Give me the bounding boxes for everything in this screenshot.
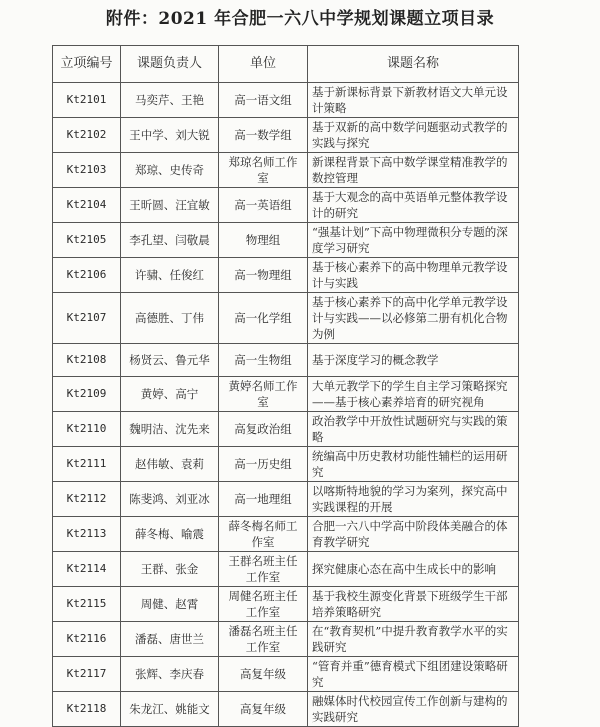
- table-row: [53, 412, 519, 447]
- unit-cell: 高复政治组: [219, 412, 308, 447]
- unit-cell: 高一英语组: [219, 188, 308, 223]
- project-id-cell: Kt2111: [53, 447, 121, 482]
- unit-cell: 物理组: [219, 223, 308, 258]
- table-row: [53, 153, 519, 188]
- table-row: [53, 482, 519, 517]
- header-topic: 课题名称: [308, 46, 519, 83]
- table-row: [53, 622, 519, 657]
- table-row: [53, 377, 519, 412]
- header-project-id: 立项编号: [53, 46, 121, 83]
- table-row: [53, 657, 519, 692]
- topic-cell: 基于大观念的高中英语单元整体教学设计的研究: [308, 188, 519, 223]
- project-id-cell: Kt2114: [53, 552, 121, 587]
- leader-cell: 赵伟敏、袁莉: [121, 447, 219, 482]
- project-table: [52, 45, 519, 727]
- table-row: [53, 188, 519, 223]
- leader-cell: 郑琼、史传奇: [121, 153, 219, 188]
- project-id-cell: Kt2104: [53, 188, 121, 223]
- project-id-cell: Kt2106: [53, 258, 121, 293]
- leader-cell: 薛冬梅、喻震: [121, 517, 219, 552]
- table-row: [53, 587, 519, 622]
- header-unit: 单位: [219, 46, 308, 83]
- leader-cell: 黄婷、高宁: [121, 377, 219, 412]
- leader-cell: 王昕圆、汪宜敏: [121, 188, 219, 223]
- table-row: [53, 258, 519, 293]
- leader-cell: 朱龙江、姚能文: [121, 692, 219, 727]
- header-leader: 课题负责人: [121, 46, 219, 83]
- leader-cell: 许骕、任俊红: [121, 258, 219, 293]
- table-row: [53, 293, 519, 344]
- document-title: 附件：2021 年合肥一六八中学规划课题立项目录: [105, 9, 495, 29]
- leader-cell: 王群、张金: [121, 552, 219, 587]
- project-id-cell: Kt2112: [53, 482, 121, 517]
- topic-cell: 政治教学中开放性试题研究与实践的策略: [308, 412, 519, 447]
- leader-cell: 周健、赵霄: [121, 587, 219, 622]
- project-id-cell: Kt2107: [53, 293, 121, 344]
- project-id-cell: Kt2118: [53, 692, 121, 727]
- project-id-cell: Kt2103: [53, 153, 121, 188]
- unit-cell: 高一化学组: [219, 293, 308, 344]
- topic-cell: 大单元教学下的学生自主学习策略探究——基于核心素养培育的研究视角: [308, 377, 519, 412]
- table-row: [53, 552, 519, 587]
- topic-cell: 探究健康心态在高中生成长中的影响: [308, 552, 519, 587]
- project-id-cell: Kt2101: [53, 83, 121, 118]
- unit-cell: 高复年级: [219, 692, 308, 727]
- unit-cell: 周健名班主任工作室: [219, 587, 308, 622]
- project-id-cell: Kt2105: [53, 223, 121, 258]
- unit-cell: 郑琼名师工作室: [219, 153, 308, 188]
- leader-cell: 陈斐鸿、刘亚冰: [121, 482, 219, 517]
- topic-cell: 融媒体时代校园宣传工作创新与建构的实践研究: [308, 692, 519, 727]
- topic-cell: 新课程背景下高中数学课堂精准教学的数控管理: [308, 153, 519, 188]
- project-id-cell: Kt2102: [53, 118, 121, 153]
- project-id-cell: Kt2109: [53, 377, 121, 412]
- table-row: [53, 447, 519, 482]
- project-id-cell: Kt2117: [53, 657, 121, 692]
- unit-cell: 薛冬梅名师工作室: [219, 517, 308, 552]
- project-id-cell: Kt2116: [53, 622, 121, 657]
- unit-cell: 高一生物组: [219, 344, 308, 377]
- leader-cell: 高德胜、丁伟: [121, 293, 219, 344]
- table-row: [53, 83, 519, 118]
- topic-cell: 以喀斯特地貌的学习为案列，探究高中实践课程的开展: [308, 482, 519, 517]
- unit-cell: 黄婷名师工作室: [219, 377, 308, 412]
- project-id-cell: Kt2115: [53, 587, 121, 622]
- topic-cell: 基于核心素养下的高中物理单元教学设计与实践: [308, 258, 519, 293]
- topic-cell: “强基计划”下高中物理微积分专题的深度学习研究: [308, 223, 519, 258]
- table-row: [53, 223, 519, 258]
- topic-cell: 在“教育契机”中提升教育教学水平的实践研究: [308, 622, 519, 657]
- topic-cell: 基于我校生源变化背景下班级学生干部培养策略研究: [308, 587, 519, 622]
- topic-cell: 基于深度学习的概念教学: [308, 344, 519, 377]
- unit-cell: 高一数学组: [219, 118, 308, 153]
- unit-cell: 高一历史组: [219, 447, 308, 482]
- topic-cell: 统编高中历史教材功能性辅栏的运用研究: [308, 447, 519, 482]
- table-row: [53, 692, 519, 727]
- project-id-cell: Kt2108: [53, 344, 121, 377]
- leader-cell: 魏明洁、沈先来: [121, 412, 219, 447]
- leader-cell: 王中学、刘大锐: [121, 118, 219, 153]
- leader-cell: 李孔望、闫敬晨: [121, 223, 219, 258]
- topic-cell: 基于双新的高中数学问题驱动式教学的实践与探究: [308, 118, 519, 153]
- table-row: [53, 118, 519, 153]
- unit-cell: 王群名班主任工作室: [219, 552, 308, 587]
- table-header-row: [53, 46, 519, 83]
- leader-cell: 马奕芹、王艳: [121, 83, 219, 118]
- unit-cell: 高复年级: [219, 657, 308, 692]
- leader-cell: 张辉、李庆春: [121, 657, 219, 692]
- table-row: [53, 517, 519, 552]
- project-id-cell: Kt2113: [53, 517, 121, 552]
- topic-cell: 基于核心素养下的高中化学单元教学设计与实践——以必修第二册有机化合物为例: [308, 293, 519, 344]
- unit-cell: 高一语文组: [219, 83, 308, 118]
- topic-cell: “管育并重”德育模式下组团建设策略研究: [308, 657, 519, 692]
- unit-cell: 高一地理组: [219, 482, 308, 517]
- topic-cell: 合肥一六八中学高中阶段体美融合的体育教学研究: [308, 517, 519, 552]
- leader-cell: 潘磊、唐世兰: [121, 622, 219, 657]
- topic-cell: 基于新课标背景下新教材语文大单元设计策略: [308, 83, 519, 118]
- table-row: [53, 344, 519, 377]
- unit-cell: 高一物理组: [219, 258, 308, 293]
- leader-cell: 杨贤云、鲁元华: [121, 344, 219, 377]
- unit-cell: 潘磊名班主任工作室: [219, 622, 308, 657]
- project-id-cell: Kt2110: [53, 412, 121, 447]
